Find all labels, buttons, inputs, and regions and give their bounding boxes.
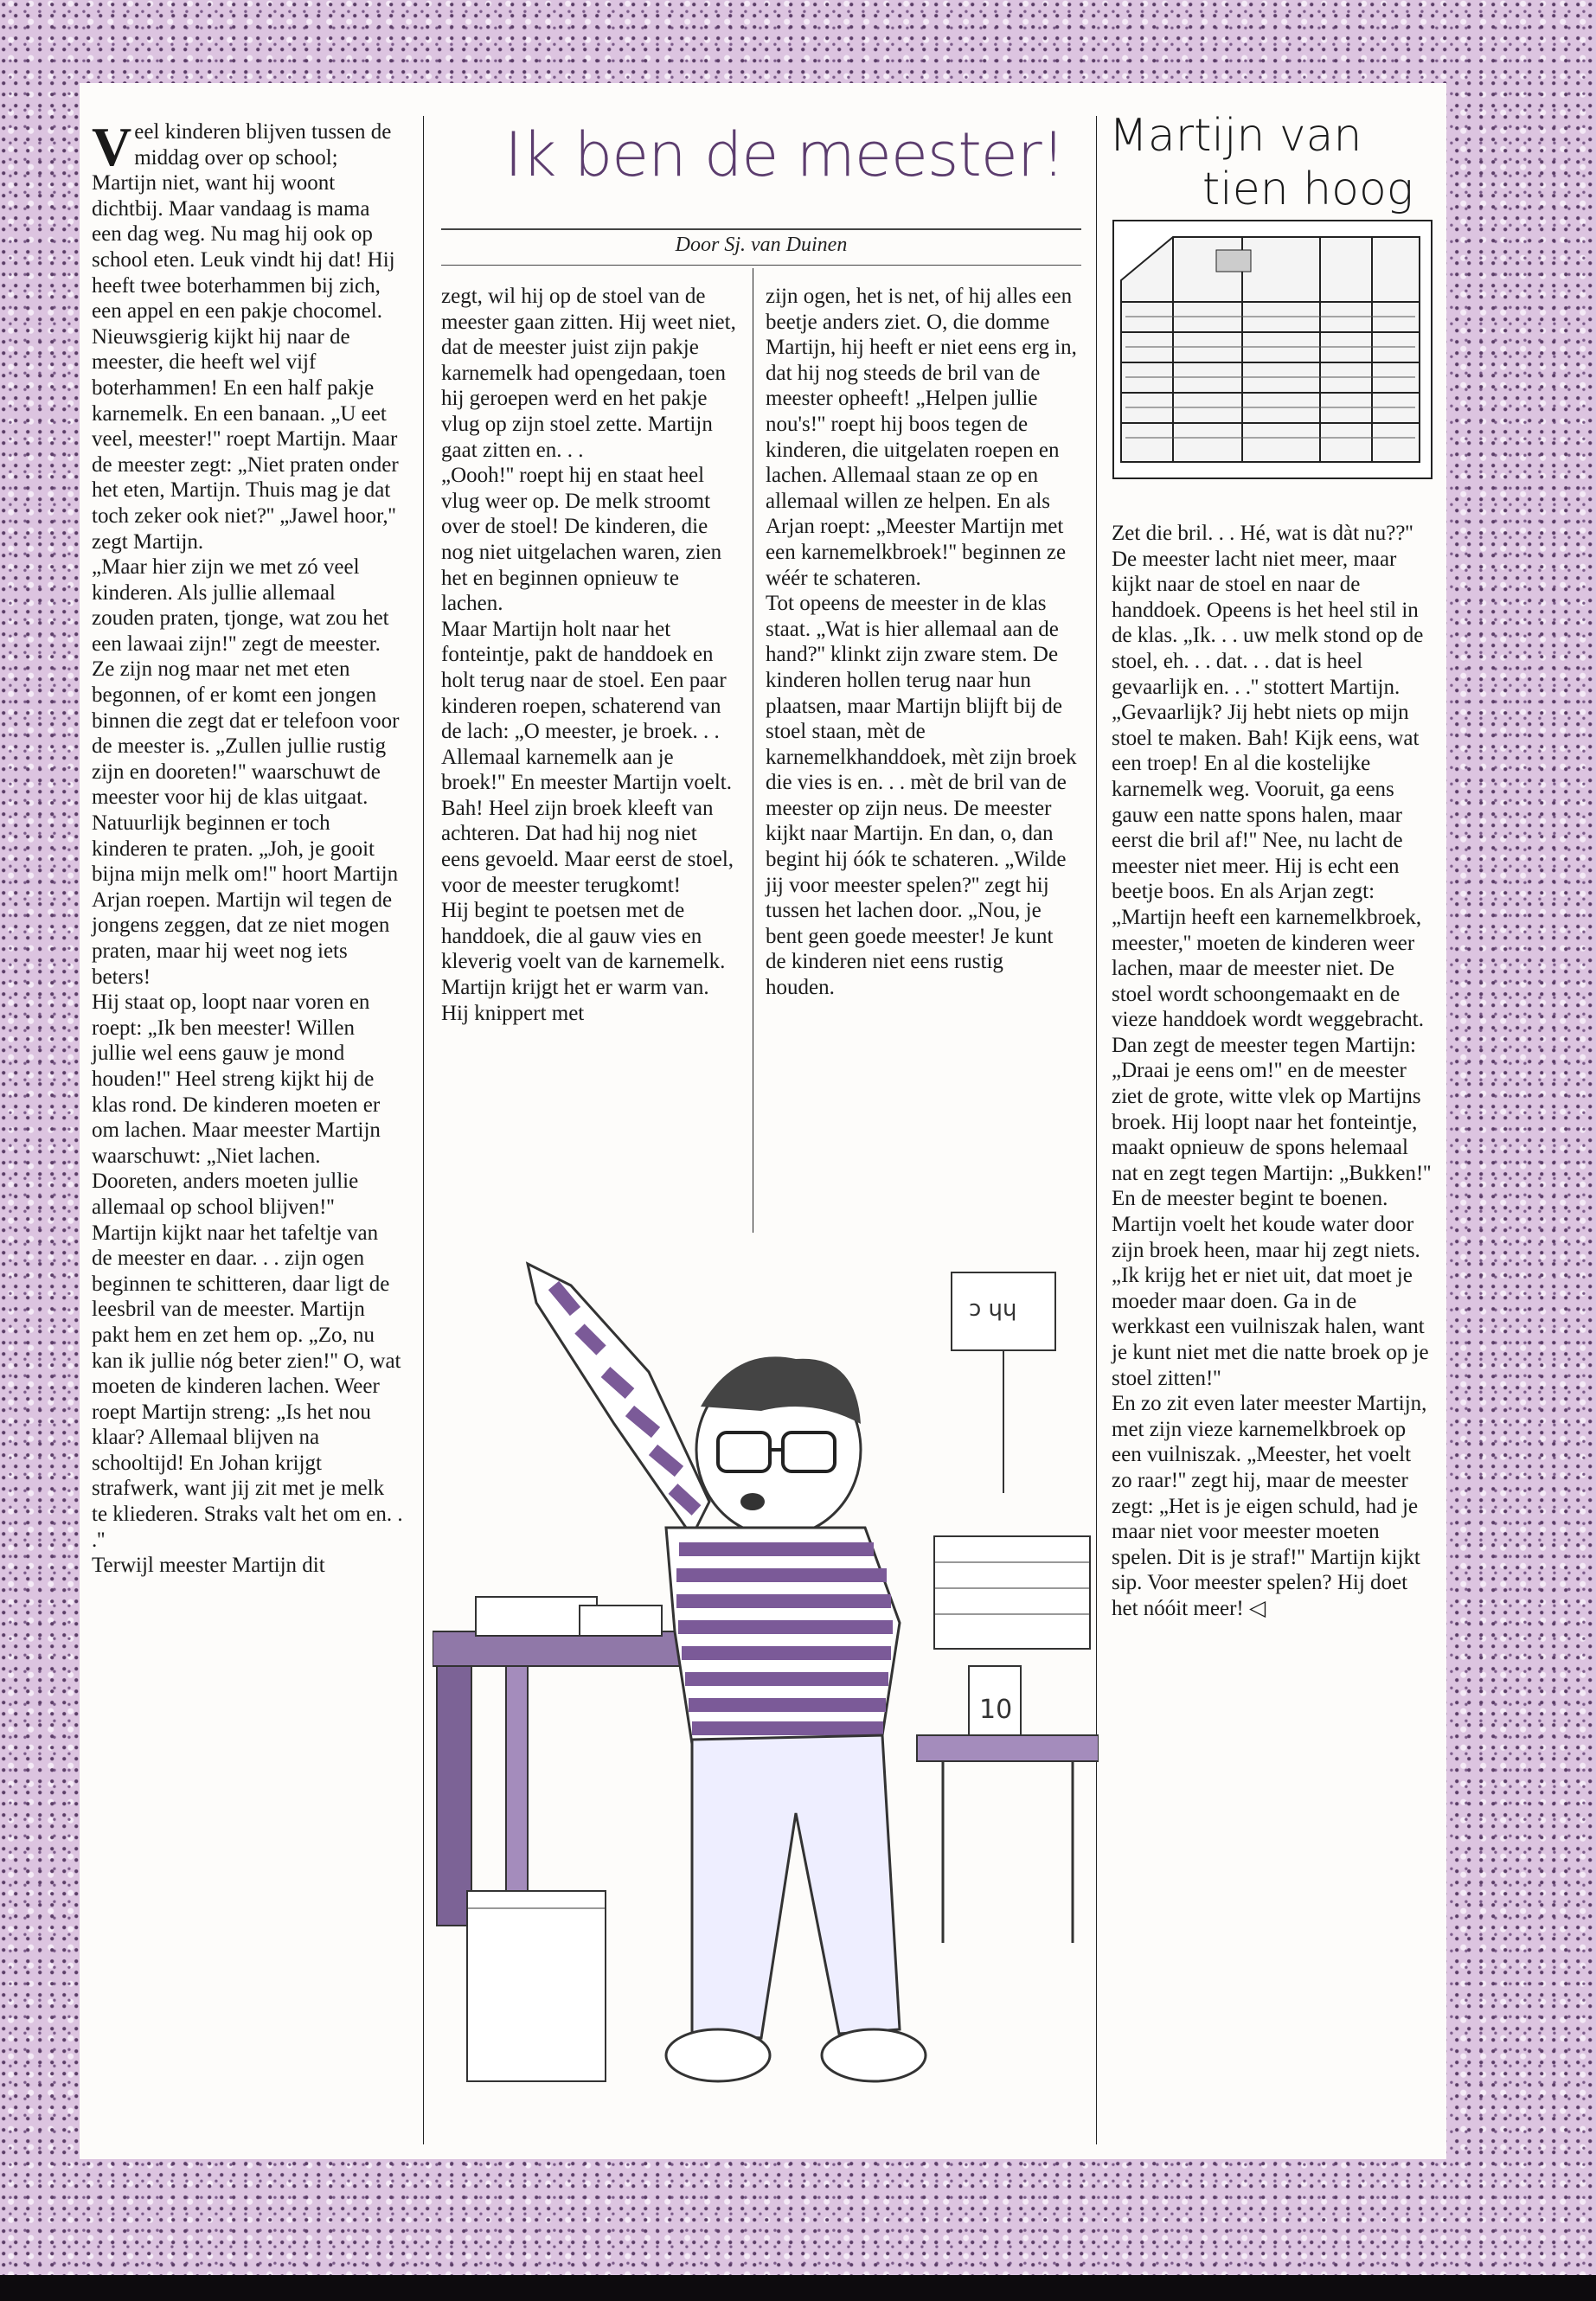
byline-rule bbox=[441, 265, 1081, 266]
wall-sign bbox=[952, 1272, 1055, 1493]
column-1-text: eel kinderen blijven tussen de middag over op school; Martijn niet, want hij woont dichtbij. Maar vandaag is mama een dag weg. Nu mag hij ook op school eten. Leuk vindt hij dat! Hij heeft twee boterhammen bij zich, een appel en een pakje chocomel. Nieuwsgierig kijkt hij naar de meester, die heeft wel vijf boterhammen! En een half pakje karnemelk. En een banaan. „U eet veel, meester!'' roept Martijn. Maar de meester zegt: „Niet praten onder het eten, Martijn. Thuis mag je dat toch zeker ook niet?'' „Jawel hoor,'' zegt Martijn. „Maar hier zijn we met zó veel kinderen. Als jullie allemaal zouden praten, tjonge, wat zou het een lawaai zijn!'' zegt de meester. Ze zijn nog maar net met eten begonnen, of er komt een jongen binnen die zegt dat er telefoon voor de meester is. „Zullen jullie rustig zijn en dooreten!'' waarschuwt de meester voor hij de klas uitgaat. Natuurlijk beginnen er toch kinderen te praten. „Joh, je gooit bijna mijn melk om!'' hoort Martijn Arjan roepen. Martijn wil tegen de jongens zeggen, dat ze niet mogen praten, maar hij weet nog iets beters! Hij staat op, loopt naar voren en roept: „Ik ben meester! Willen jullie wel eens gauw je mond houden!'' Heel streng kijkt hij de klas rond. De kinderen moeten er om lachen. Maar meester Martijn waarschuwt: „Niet lachen. Dooreten, anders moeten jullie allemaal op school blijven!'' Martijn kijkt naar het tafeltje van de meester en daar. . . zijn ogen beginnen te schitteren, daar ligt de leesbril van de meester. Martijn pakt hem en zet hem op. „Zo, nu kan ik jullie nóg beter zien!'' O, wat moeten de kinderen lachen. Weer roept Martijn streng: „Is het nou klaar? Allemaal blijven na schooltijd! En Johan krijgt strafwerk, want jij zit met je melk te kliederen. Straks valt het om en. . .'' Terwijl meester Martijn dit bbox=[92, 120, 403, 1578]
milk-carton bbox=[969, 1666, 1021, 1735]
boy-pointing-illustration bbox=[433, 1251, 1099, 2159]
bottom-edge bbox=[0, 2275, 1596, 2301]
column-3-text: zijn ogen, het is net, of hij alles een beetje anders ziet. O, die domme Martijn, hij heeft er niet eens erg in, dat hij nog steeds de bril van de meester opheeft! „Helpen jullie nou's!'' roept hij boos tegen de kinderen, die uitgelaten roepen en lachen. Allemaal staan ze op en allemaal willen ze helpen. En als Arjan roept: „Meester Martijn met een karnemelkbroek!'' beginnen ze wéér te schateren. Tot opeens de meester in de klas staat. „Wat is hier allemaal aan de hand?'' klinkt zijn zware stem. De kinderen hollen terug naar hun plaatsen, maar Martijn blijft bij de stoel staan, mèt de karnemelkhanddoek, mèt zijn broek die vies is en. . . mèt de bril van de meester op zijn neus. De meester kijkt naar Martijn. En dan, o, dan begint hij óók te schateren. „Wilde jij voor meester spelen?'' zegt hij tussen het lachen door. „Nou, je bent geen goede meester! Je kunt de kinderen niet eens rustig houden. bbox=[766, 285, 1077, 1000]
article-column-4 bbox=[1112, 521, 1432, 1622]
sidebar-title-line-2: tien hoog bbox=[1202, 163, 1413, 215]
article-column-3 bbox=[766, 284, 1077, 1001]
wastebasket bbox=[467, 1891, 606, 2081]
sidebar-title-line-1: Martijn van bbox=[1109, 110, 1362, 162]
column-2-text: zegt, wil hij op de stoel van de meester gaan zitten. Hij weet niet, dat de meester juist zijn pakje karnemelk had opengedaan, toen hij geroepen werd en het pakje vlug op zijn stoel zette. Martijn gaat zitten en. . . „Oooh!'' roept hij en staat heel vlug weer op. De melk stroomt over de stoel! De kinderen, die nog niet uitgelachen waren, zien het en beginnen opnieuw te lachen. Maar Martijn holt naar het fonteintje, pakt de handdoek en holt terug naar de stoel. Een paar kinderen roepen, schaterend van de lach: „O meester, je broek. . . Allemaal karnemelk aan je broek!'' En meester Martijn voelt. Bah! Heel zijn broek kleeft van achteren. Dat had hij nog niet eens gevoeld. Maar eerst de stoel, voor de meester terugkomt! Hij begint te poetsen met de handdoek, die al gauw vies en kleverig voelt van de karnemelk. Martijn krijgt het er warm van. Hij knippert met bbox=[441, 285, 736, 1025]
carton-label: 10 bbox=[979, 1695, 1013, 1725]
article-column-1 bbox=[92, 116, 403, 1579]
apartment-building-illustration bbox=[1112, 220, 1433, 479]
column-divider bbox=[423, 116, 424, 2144]
column-4-text: Zet die bril. . . Hé, wat is dàt nu??'' De meester lacht niet meer, maar kijkt naar de stoel en naar de handdoek. Opeens is het heel stil in de klas. „Ik. . . uw melk stond op de stoel, eh. . . dat. . . dat is heel gevaarlijk en. . .'' stottert Martijn. „Gevaarlijk? Jij hebt niets op mijn stoel te maken. Bah! Kijk eens, wat een troep! En al die kostelijke karnemelk weg. Vooruit, ga eens gauw een natte spons halen, maar eerst die bril af!'' Nee, nu lacht de meester niet meer. Hij is echt een beetje boos. En als Arjan zegt: „Martijn heeft een karnemelkbroek, meester,'' moeten de kinderen weer lachen, maar de meester niet. De stoel wordt schoongemaakt en de vieze handdoek wordt weggebracht. Dan zegt de meester tegen Martijn: „Draai je eens om!'' en de meester ziet de grote, witte vlek op Martijns broek. Hij loopt naar het fonteintje, maakt opnieuw de spons helemaal nat en zegt tegen Martijn: „Bukken!'' En de meester begint te boenen. Martijn voelt het koude water door zijn broek heen, maar hij zegt niets. „Ik krijg het er niet uit, dat moet je moeder maar doen. Ga in de werkkast een vuilniszak halen, want je kunt niet met die natte broek op je stoel zitten!'' En zo zit even later meester Martijn, met zijn vieze karnemelkbroek op een vuilniszak. „Meester, het voelt zo raar!'' zegt hij, maar de meester zegt: „Het is je eigen schuld, had je maar niet voor meester moeten spelen. Dit is je straf!'' Martijn kijkt sip. Voor meester spelen? Hij doet het nóóit meer! ◁ bbox=[1112, 522, 1432, 1620]
byline: Door Sj. van Duinen bbox=[675, 234, 848, 256]
sidebar-title bbox=[1109, 109, 1438, 216]
chair bbox=[917, 1536, 1099, 1943]
article-column-2 bbox=[441, 284, 737, 1026]
article-headline: Ik ben de meester! bbox=[504, 119, 1065, 190]
drop-cap: V bbox=[92, 116, 132, 177]
magazine-page bbox=[80, 83, 1446, 2159]
headline-rule bbox=[441, 228, 1081, 230]
sign-text: ↄ ɥɥ bbox=[969, 1296, 1017, 1322]
